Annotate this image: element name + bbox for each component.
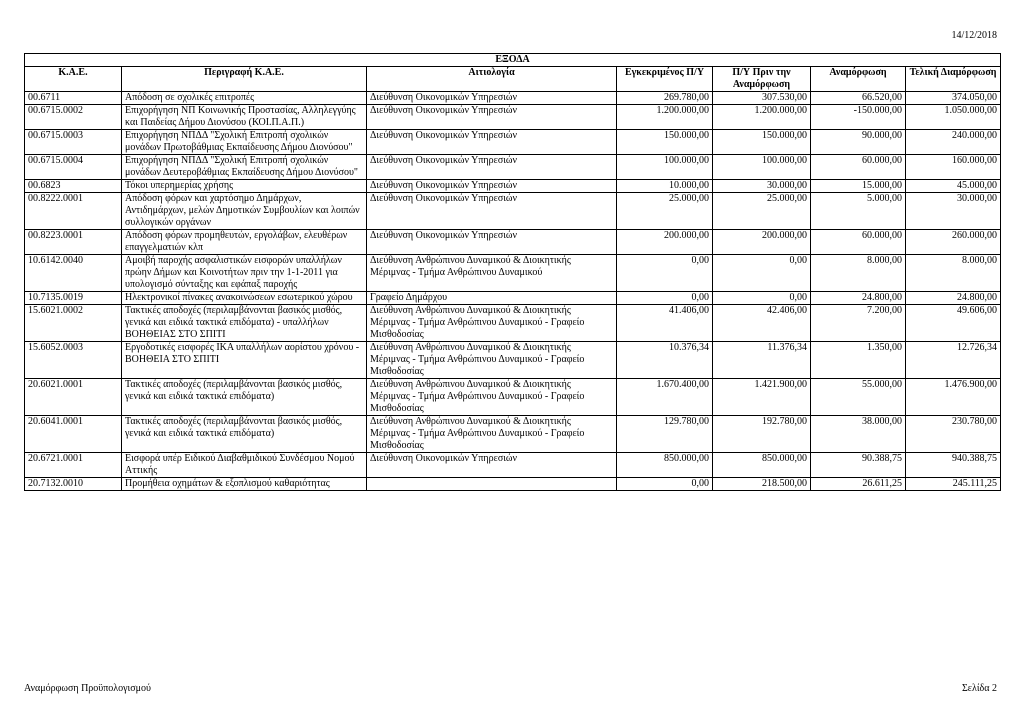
table-row: [25, 478, 1001, 491]
cell-approved: 150.000,00: [617, 130, 713, 155]
cell-approved: 41.406,00: [617, 305, 713, 342]
table-row: [25, 130, 1001, 155]
cell-approved: 10.376,34: [617, 342, 713, 379]
print-date: 14/12/2018: [951, 30, 997, 41]
table-row: [25, 416, 1001, 453]
cell-final: 49.606,00: [906, 305, 1001, 342]
cell-justification: Διεύθυνση Ανθρώπινου Δυναμικού & Διοικητικής Μέριμνας - Τμήμα Ανθρώπινου Δυναμικού: [367, 255, 617, 292]
cell-description: Ηλεκτρονικοί πίνακες ανακοινώσεων εσωτερικού χώρου: [122, 292, 367, 305]
column-header-revision: Αναμόρφωση: [811, 67, 906, 92]
cell-revision: 38.000,00: [811, 416, 906, 453]
cell-before: 1.200.000,00: [713, 105, 811, 130]
cell-description: Αμοιβή παροχής ασφαλιστικών εισφορών υπαλλήλων πρώην Δήμων και Κοινοτήτων πριν την 1-1-2011 για υπολογισμό σύνταξης και εφάπαξ παροχής: [122, 255, 367, 292]
cell-justification: Διεύθυνση Οικονομικών Υπηρεσιών: [367, 105, 617, 130]
cell-before: 42.406,00: [713, 305, 811, 342]
column-header-before: Π/Υ Πριν την Αναμόρφωση: [713, 67, 811, 92]
cell-justification: Διεύθυνση Ανθρώπινου Δυναμικού & Διοικητικής Μέριμνας - Τμήμα Ανθρώπινου Δυναμικού - Γραφείο Μισθοδοσίας: [367, 416, 617, 453]
cell-revision: 7.200,00: [811, 305, 906, 342]
cell-description: Τακτικές αποδοχές (περιλαμβάνονται βασικός μισθός, γενικά και ειδικά τακτικά επιδόματα): [122, 416, 367, 453]
cell-justification: Διεύθυνση Οικονομικών Υπηρεσιών: [367, 180, 617, 193]
cell-approved: 129.780,00: [617, 416, 713, 453]
cell-final: 940.388,75: [906, 453, 1001, 478]
table-row: [25, 230, 1001, 255]
cell-description: Προμήθεια οχημάτων & εξοπλισμού καθαριότητας: [122, 478, 367, 491]
cell-final: 245.111,25: [906, 478, 1001, 491]
expenses-table: [24, 53, 1001, 491]
cell-final: 230.780,00: [906, 416, 1001, 453]
cell-approved: 0,00: [617, 292, 713, 305]
cell-approved: 200.000,00: [617, 230, 713, 255]
cell-revision: 5.000,00: [811, 193, 906, 230]
table-row: [25, 342, 1001, 379]
cell-final: 260.000,00: [906, 230, 1001, 255]
cell-before: 1.421.900,00: [713, 379, 811, 416]
table-row: [25, 105, 1001, 130]
table-row: [25, 379, 1001, 416]
cell-before: 850.000,00: [713, 453, 811, 478]
cell-code: 20.6041.0001: [25, 416, 122, 453]
cell-description: Εισφορά υπέρ Ειδικού Διαβαθμιδικού Συνδέσμου Νομού Αττικής: [122, 453, 367, 478]
cell-code: 20.6021.0001: [25, 379, 122, 416]
cell-final: 160.000,00: [906, 155, 1001, 180]
cell-code: 00.6711: [25, 92, 122, 105]
column-header-approved: Εγκεκριμένος Π/Υ: [617, 67, 713, 92]
cell-revision: 60.000,00: [811, 230, 906, 255]
cell-approved: 269.780,00: [617, 92, 713, 105]
cell-approved: 0,00: [617, 255, 713, 292]
column-header-justification: Αιτιολογία: [367, 67, 617, 92]
cell-description: Επιχορήγηση ΝΠΔΔ "Σχολική Επιτροπή σχολικών μονάδων Πρωτοβάθμιας Εκπαίδευσης Δήμου Διονύσου": [122, 130, 367, 155]
cell-code: 00.6715.0004: [25, 155, 122, 180]
cell-approved: 25.000,00: [617, 193, 713, 230]
cell-final: 240.000,00: [906, 130, 1001, 155]
cell-revision: 66.520,00: [811, 92, 906, 105]
table-row: [25, 180, 1001, 193]
cell-justification: Διεύθυνση Οικονομικών Υπηρεσιών: [367, 92, 617, 105]
footer-document-title: Αναμόρφωση Προϋπολογισμού: [24, 683, 151, 694]
cell-approved: 0,00: [617, 478, 713, 491]
cell-description: Απόδοση φόρων και χαρτόσημο Δημάρχων, Αντιδημάρχων, μελών Δημοτικών Συμβουλίων και λοιπών συλλογικών οργάνων: [122, 193, 367, 230]
table-row: [25, 193, 1001, 230]
cell-justification: Διεύθυνση Ανθρώπινου Δυναμικού & Διοικητικής Μέριμνας - Τμήμα Ανθρώπινου Δυναμικού - Γραφείο Μισθοδοσίας: [367, 342, 617, 379]
footer-page-number: Σελίδα 2: [961, 683, 997, 694]
cell-description: Τακτικές αποδοχές (περιλαμβάνονται βασικός μισθός, γενικά και ειδικά τακτικά επιδόματα) - υπαλλήλων ΒΟΗΘΕΙΑΣ ΣΤΟ ΣΠΙΤΙ: [122, 305, 367, 342]
cell-before: 25.000,00: [713, 193, 811, 230]
cell-justification: Διεύθυνση Ανθρώπινου Δυναμικού & Διοικητικής Μέριμνας - Τμήμα Ανθρώπινου Δυναμικού - Γραφείο Μισθοδοσίας: [367, 305, 617, 342]
cell-approved: 100.000,00: [617, 155, 713, 180]
cell-revision: -150.000,00: [811, 105, 906, 130]
cell-revision: 8.000,00: [811, 255, 906, 292]
cell-before: 0,00: [713, 255, 811, 292]
cell-code: 20.6721.0001: [25, 453, 122, 478]
cell-final: 30.000,00: [906, 193, 1001, 230]
table-title: ΕΞΟΔΑ: [25, 54, 1001, 67]
cell-description: Απόδοση φόρων προμηθευτών, εργολάβων, ελευθέρων επαγγελματιών κλπ: [122, 230, 367, 255]
cell-before: 11.376,34: [713, 342, 811, 379]
cell-code: 15.6021.0002: [25, 305, 122, 342]
cell-justification: [367, 478, 617, 491]
table-row: [25, 305, 1001, 342]
cell-before: 192.780,00: [713, 416, 811, 453]
cell-code: 20.7132.0010: [25, 478, 122, 491]
table-row: [25, 453, 1001, 478]
cell-code: 00.6823: [25, 180, 122, 193]
cell-final: 24.800,00: [906, 292, 1001, 305]
cell-justification: Διεύθυνση Οικονομικών Υπηρεσιών: [367, 130, 617, 155]
cell-final: 1.050.000,00: [906, 105, 1001, 130]
cell-code: 00.8222.0001: [25, 193, 122, 230]
cell-approved: 1.670.400,00: [617, 379, 713, 416]
cell-code: 15.6052.0003: [25, 342, 122, 379]
cell-justification: Διεύθυνση Οικονομικών Υπηρεσιών: [367, 230, 617, 255]
cell-description: Απόδοση σε σχολικές επιτροπές: [122, 92, 367, 105]
cell-code: 00.8223.0001: [25, 230, 122, 255]
cell-justification: Γραφείο Δημάρχου: [367, 292, 617, 305]
cell-justification: Διεύθυνση Οικονομικών Υπηρεσιών: [367, 155, 617, 180]
cell-before: 0,00: [713, 292, 811, 305]
table-row: [25, 92, 1001, 105]
table-row: [25, 155, 1001, 180]
cell-revision: 15.000,00: [811, 180, 906, 193]
cell-justification: Διεύθυνση Οικονομικών Υπηρεσιών: [367, 193, 617, 230]
cell-description: Επιχορήγηση ΝΠΔΔ "Σχολική Επιτροπή σχολικών μονάδων Δευτεροβάθμιας Εκπαίδευσης Δήμου Διονύσου": [122, 155, 367, 180]
cell-code: 00.6715.0003: [25, 130, 122, 155]
cell-approved: 850.000,00: [617, 453, 713, 478]
cell-final: 12.726,34: [906, 342, 1001, 379]
cell-revision: 60.000,00: [811, 155, 906, 180]
cell-code: 10.6142.0040: [25, 255, 122, 292]
cell-before: 30.000,00: [713, 180, 811, 193]
cell-description: Τόκοι υπερημερίας χρήσης: [122, 180, 367, 193]
cell-code: 00.6715.0002: [25, 105, 122, 130]
cell-description: Τακτικές αποδοχές (περιλαμβάνονται βασικός μισθός, γενικά και ειδικά τακτικά επιδόματα): [122, 379, 367, 416]
table-row: [25, 255, 1001, 292]
cell-final: 374.050,00: [906, 92, 1001, 105]
cell-revision: 24.800,00: [811, 292, 906, 305]
column-header-code: Κ.Α.Ε.: [25, 67, 122, 92]
cell-approved: 1.200.000,00: [617, 105, 713, 130]
cell-revision: 90.000,00: [811, 130, 906, 155]
cell-before: 150.000,00: [713, 130, 811, 155]
column-header-description: Περιγραφή Κ.Α.Ε.: [122, 67, 367, 92]
cell-final: 45.000,00: [906, 180, 1001, 193]
cell-revision: 55.000,00: [811, 379, 906, 416]
cell-before: 218.500,00: [713, 478, 811, 491]
cell-justification: Διεύθυνση Οικονομικών Υπηρεσιών: [367, 453, 617, 478]
cell-code: 10.7135.0019: [25, 292, 122, 305]
table-row: [25, 292, 1001, 305]
cell-approved: 10.000,00: [617, 180, 713, 193]
cell-revision: 26.611,25: [811, 478, 906, 491]
cell-final: 8.000,00: [906, 255, 1001, 292]
column-header-final: Τελική Διαμόρφωση: [906, 67, 1001, 92]
cell-justification: Διεύθυνση Ανθρώπινου Δυναμικού & Διοικητικής Μέριμνας - Τμήμα Ανθρώπινου Δυναμικού - Γραφείο Μισθοδοσίας: [367, 379, 617, 416]
cell-description: Επιχορήγηση ΝΠ Κοινωνικής Προστασίας, Αλληλεγγύης και Παιδείας Δήμου Διονύσου (ΚΟΙ.Π.Α.Π.): [122, 105, 367, 130]
cell-revision: 1.350,00: [811, 342, 906, 379]
cell-revision: 90.388,75: [811, 453, 906, 478]
cell-before: 307.530,00: [713, 92, 811, 105]
cell-before: 100.000,00: [713, 155, 811, 180]
cell-description: Εργοδοτικές εισφορές ΙΚΑ υπαλλήλων αορίστου χρόνου - ΒΟΗΘΕΙΑ ΣΤΟ ΣΠΙΤΙ: [122, 342, 367, 379]
cell-final: 1.476.900,00: [906, 379, 1001, 416]
cell-before: 200.000,00: [713, 230, 811, 255]
